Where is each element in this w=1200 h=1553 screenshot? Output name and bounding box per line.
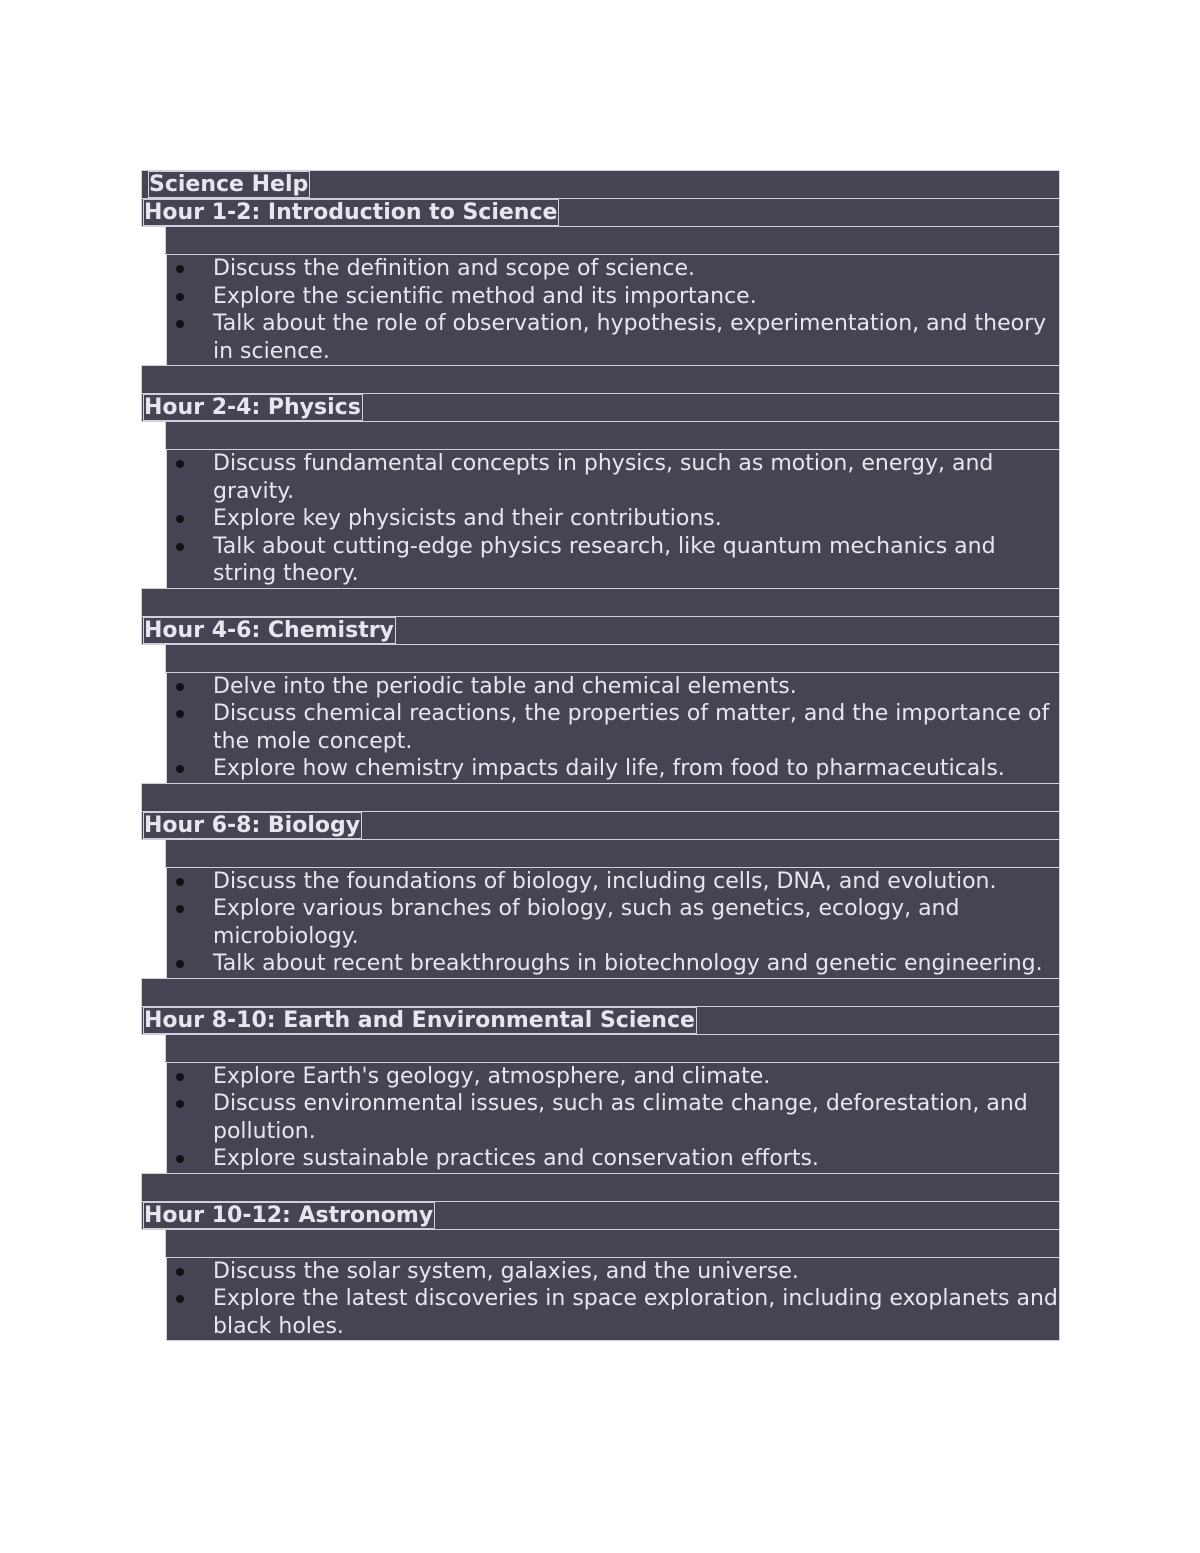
list-item-text: Explore Earth's geology, atmosphere, and climate. — [213, 1063, 771, 1089]
bullet-list — [167, 673, 1059, 783]
list-item — [213, 1285, 1059, 1340]
list-item-text: Discuss environmental issues, such as climate change, deforestation, and pollution. — [213, 1091, 1028, 1144]
list-item-text: Explore key physicists and their contributions. — [213, 506, 722, 531]
document-title-bar — [141, 170, 1060, 199]
list-item-text: Discuss the solar system, galaxies, and the universe. — [213, 1258, 799, 1284]
section-separator — [141, 588, 1060, 617]
bullet-icon — [176, 265, 184, 273]
list-item — [213, 1090, 1059, 1145]
list-item — [213, 755, 1059, 783]
list-item — [213, 895, 1059, 950]
section-separator — [141, 1173, 1060, 1202]
section-spacer — [165, 644, 1060, 673]
list-item-text: Explore various branches of biology, such as genetics, ecology, and microbiology. — [213, 896, 960, 949]
bullet-icon — [176, 878, 184, 886]
list-item-text: Discuss fundamental concepts in physics, such as motion, energy, and gravity. — [213, 451, 994, 504]
list-item — [213, 1258, 1059, 1286]
section-heading-bar — [141, 616, 1060, 645]
section-heading: Hour 6-8: Biology — [144, 812, 361, 838]
bullet-icon — [176, 683, 184, 691]
bullet-icon — [176, 1295, 184, 1303]
section-heading: Hour 1-2: Introduction to Science — [144, 200, 558, 225]
bullet-icon — [176, 765, 184, 773]
bullet-list — [167, 868, 1059, 978]
document-title: Science Help — [149, 172, 309, 197]
list-item — [213, 450, 1059, 505]
list-item — [213, 673, 1059, 701]
bullet-list — [167, 450, 1059, 588]
bullet-list-block — [166, 254, 1060, 366]
list-item-text: Discuss chemical reactions, the properties of matter, and the importance of the mole concept. — [213, 701, 1050, 754]
bullet-icon — [176, 1268, 184, 1276]
section-spacer — [165, 421, 1060, 450]
bullet-list-block — [166, 1257, 1060, 1342]
section-heading-bar — [141, 1201, 1060, 1230]
bullet-icon — [176, 960, 184, 968]
list-item-text: Talk about the role of observation, hypothesis, experimentation, and theory in science. — [213, 311, 1047, 364]
list-item — [213, 310, 1059, 365]
section-heading-bar — [141, 811, 1060, 840]
list-item — [213, 1145, 1059, 1173]
bullet-list-block — [166, 449, 1060, 589]
bullet-icon — [176, 543, 184, 551]
section-heading: Hour 10-12: Astronomy — [144, 1202, 434, 1228]
list-item — [213, 1063, 1059, 1091]
section-heading-bar — [141, 198, 1060, 227]
section-separator — [141, 978, 1060, 1007]
list-item-text: Talk about recent breakthroughs in biotechnology and genetic engineering. — [213, 951, 1043, 976]
list-item-text: Discuss the definition and scope of science. — [213, 256, 695, 281]
bullet-list-block — [166, 867, 1060, 979]
list-item-text: Explore the scientific method and its importance. — [213, 283, 757, 309]
section-heading: Hour 8-10: Earth and Environmental Science — [144, 1007, 695, 1033]
section-heading-bar — [141, 1006, 1060, 1035]
list-item-text: Delve into the periodic table and chemical elements. — [213, 673, 797, 699]
bullet-list — [167, 1063, 1059, 1173]
section-spacer — [165, 839, 1060, 868]
bullet-icon — [176, 515, 184, 523]
bullet-icon — [176, 293, 184, 301]
bullet-icon — [176, 320, 184, 328]
list-item-text: Explore the latest discoveries in space exploration, including exoplanets and black holes. — [213, 1286, 1058, 1339]
list-item — [213, 700, 1059, 755]
bullet-icon — [176, 1155, 184, 1163]
section-heading: Hour 2-4: Physics — [144, 395, 361, 420]
section-separator — [141, 365, 1060, 394]
section-separator — [141, 783, 1060, 812]
bullet-icon — [176, 710, 184, 718]
list-item — [213, 533, 1059, 588]
list-item-text: Explore how chemistry impacts daily life, from food to pharmaceuticals. — [213, 756, 1005, 781]
bullet-icon — [176, 905, 184, 913]
bullet-list — [167, 255, 1059, 365]
list-item — [213, 950, 1059, 978]
list-item — [213, 505, 1059, 533]
bullet-icon — [176, 1073, 184, 1081]
section-heading-bar — [141, 393, 1060, 422]
sections-container — [141, 198, 1060, 1341]
list-item-text: Explore sustainable practices and conservation efforts. — [213, 1146, 819, 1171]
bullet-list — [167, 1258, 1059, 1341]
section-heading: Hour 4-6: Chemistry — [144, 617, 394, 643]
section-spacer — [165, 226, 1060, 255]
document-body — [141, 170, 1060, 1341]
bullet-list-block — [166, 672, 1060, 784]
list-item — [213, 255, 1059, 283]
bullet-icon — [176, 1100, 184, 1108]
section-spacer — [165, 1229, 1060, 1258]
list-item-text: Talk about cutting-edge physics research, like quantum mechanics and string theory. — [213, 533, 996, 586]
list-item-text: Discuss the foundations of biology, including cells, DNA, and evolution. — [213, 868, 997, 894]
list-item — [213, 283, 1059, 311]
list-item — [213, 868, 1059, 896]
bullet-icon — [176, 460, 184, 468]
bullet-list-block — [166, 1062, 1060, 1174]
section-spacer — [165, 1034, 1060, 1063]
